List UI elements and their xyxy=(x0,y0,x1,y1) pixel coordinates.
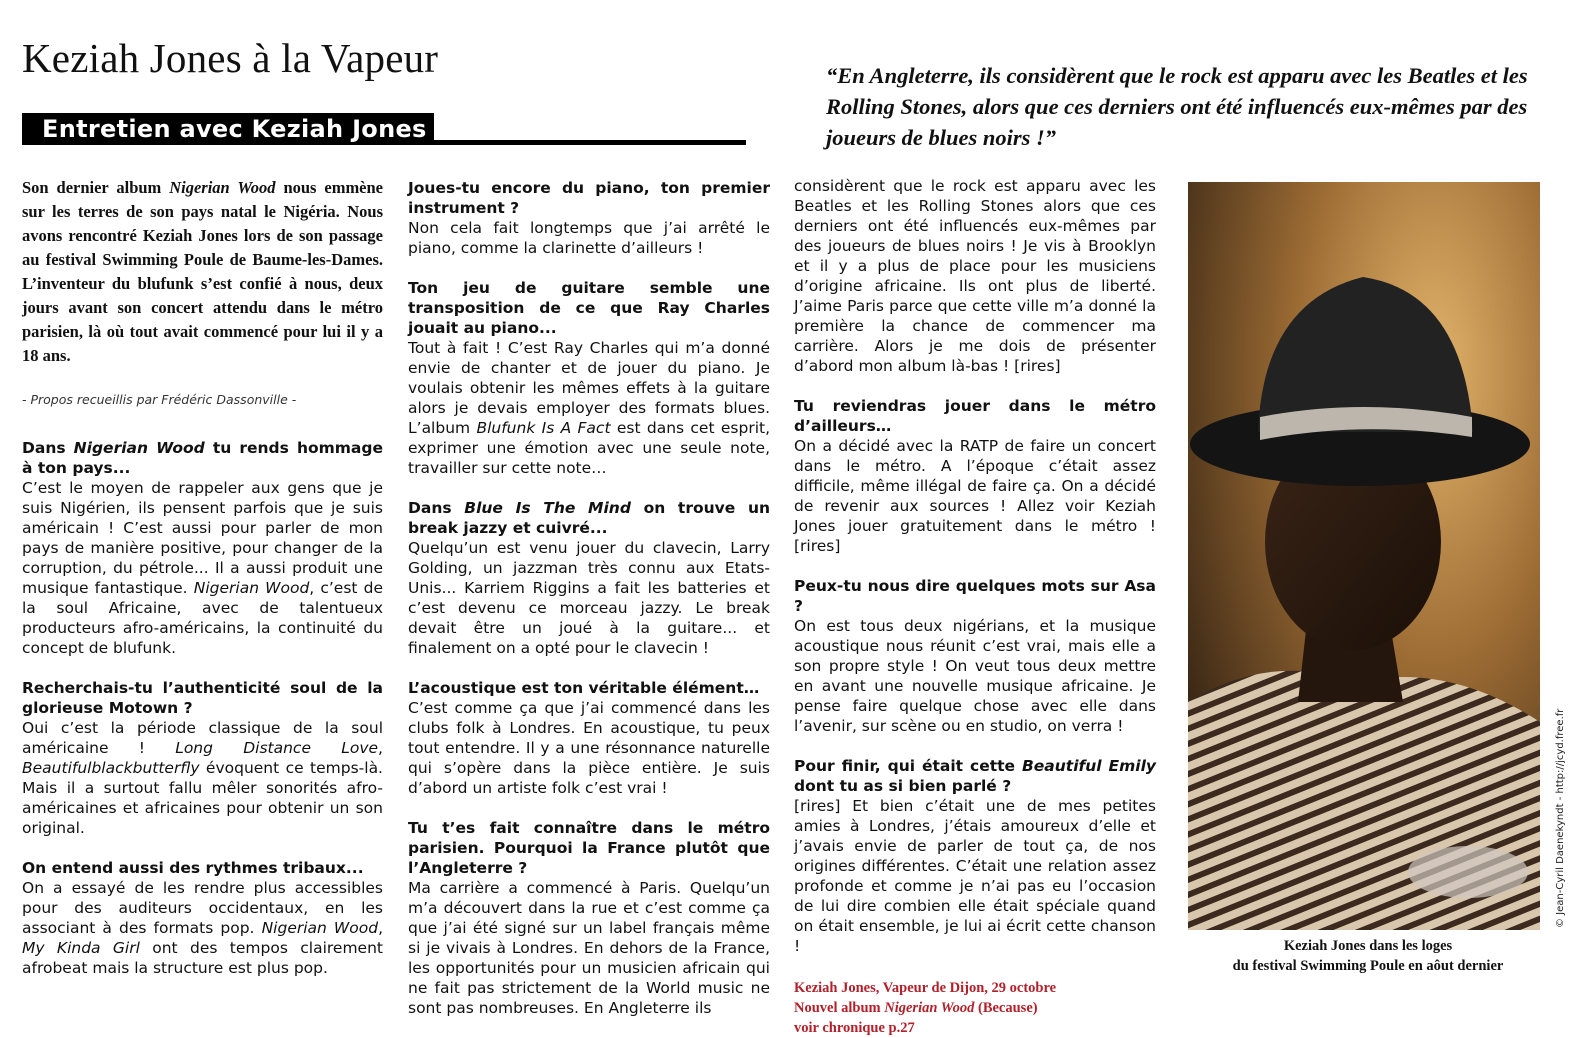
artist-photo-illustration xyxy=(1188,182,1540,930)
answer-3-sep: , xyxy=(378,919,383,937)
answer-1-text-a: C’est le moyen de rappeler aux gens que je suis Nigérien, ils pensent parfois que je suis américain ! C’est aussi pour parler de mon pays de manière positive, pour changer de la corruption, du pétrole... Il a aussi produit une musique fantastique. xyxy=(22,479,383,597)
answer-2 xyxy=(22,718,383,838)
answer-1-text-b: , c’est de la soul Africaine, avec de talentueux producteurs afro-américains, la continuité du concept de blufunk. xyxy=(22,579,384,657)
interview-credit: - Propos recueillis par Frédéric Dassonville - xyxy=(22,392,297,407)
question-3: On entend aussi des rythmes tribaux... xyxy=(22,859,364,877)
question-2: Recherchais-tu l’authenticité soul de la glorieuse Motown ? xyxy=(22,679,383,717)
answer-6: Quelqu’un est venu jouer du clavecin, Larry Golding, un jazzman très connu aux Etats-Unis... Karriem Riggins a fait les batteries et c’est devenu ce morceau jazzy. Le break devait être un joué à la guitare... et finalement on a opté pour le clavecin ! xyxy=(408,539,770,657)
question-4: Joues-tu encore du piano, ton premier instrument ? xyxy=(408,179,770,217)
subhead-bar xyxy=(22,113,746,145)
answer-10: On est tous deux nigérians, et la musique acoustique nous réunit c’est vrai, mais elle a son propre style ! On veut tous deux mettre en avant une nouvelle musique africaine. Je pense faire quelque chose avec elle dans l’avenir, sur scène ou en studio, on verra ! xyxy=(794,617,1156,735)
concert-info-album: Nigerian Wood xyxy=(884,1000,975,1016)
question-6 xyxy=(408,498,770,538)
intro-text-2: nous emmène sur les terres de son pays natal le Nigéria. Nous avons rencontré Keziah Jones lors de son passage au festival Swimming Poule de Baume-les-Dames. L’inventeur du blufunk s’est confié à nous, deux jours avant son concert attendu dans le métro parisien, là où tout avait commencé pour lui il y a 18 ans. xyxy=(22,178,384,365)
answer-7: C’est comme ça que j’ai commencé dans les clubs folk à Londres. En acoustique, tu peux tout entendre. Il y a une résonnance naturelle qui s’opère dans la pièce entière. Je suis d’abord un artiste folk c’est vrai ! xyxy=(408,699,770,797)
intro-text-1: Son dernier album xyxy=(22,178,170,197)
answer-8: Ma carrière a commencé à Paris. Quelqu’un m’a découvert dans la rue et c’est comme ça que j’ai été signé sur un label français même si je vivais à Londres. En dehors de la France, les opportunités pour un musicien africain qui ne fait pas strictement de la World music ne sont pas nombreuses. En Angleterre ils xyxy=(408,879,770,1017)
answer-5-text-a: Tout à fait ! C’est Ray Charles qui m’a donné envie de chanter et de jouer du piano. Je voulais obtenir les mêmes effets à la guitare alors je devais employer des formats blues. L’album xyxy=(408,339,770,437)
pull-quote: “En Angleterre, ils considèrent que le rock est apparu avec les Beatles et les Rolling Stones, alors que ces derniers ont été influencés eux-mêmes par des joueurs de blues noirs !” xyxy=(826,63,1528,150)
column-3 xyxy=(794,176,1156,1038)
concert-info xyxy=(794,978,1156,1038)
concert-info-line-3: voir chronique p.27 xyxy=(794,1020,915,1036)
photo-caption-line-2: du festival Swimming Poule en aôut dernier xyxy=(1232,958,1504,974)
photo-caption-line-1: Keziah Jones dans les loges xyxy=(1283,938,1453,954)
question-11-song: Beautiful Emily xyxy=(1021,757,1156,775)
question-11 xyxy=(794,756,1156,796)
concert-info-line-2a: Nouvel album xyxy=(794,1000,885,1016)
answer-5 xyxy=(408,338,770,478)
answer-2-sep: , xyxy=(378,739,383,757)
question-7: L’acoustique est ton véritable élément… xyxy=(408,679,760,697)
answer-3-song-2: My Kinda Girl xyxy=(22,939,140,957)
column-1 xyxy=(22,176,383,978)
answer-3-text-a: On a essayé de les rendre plus accessibles pour des auditeurs occidentaux, en les associant à des formats pop. xyxy=(22,879,383,937)
intro-paragraph xyxy=(22,176,383,368)
answer-1-album: Nigerian Wood xyxy=(193,579,310,597)
answer-3 xyxy=(22,878,383,978)
question-10: Peux-tu nous dire quelques mots sur Asa ? xyxy=(794,577,1156,615)
answer-2-song-1: Long Distance Love xyxy=(175,739,379,757)
question-8: Tu t’es fait connaître dans le métro parisien. Pourquoi la France plutôt que l’Angleterre ? xyxy=(408,819,770,877)
answer-5-album: Blufunk Is A Fact xyxy=(476,419,611,437)
answer-1 xyxy=(22,478,383,658)
photo-credit-text: © Jean-Cyril Daenekyndt - http://jcyd.free.fr xyxy=(1555,708,1566,928)
question-1-text-b: tu rends hommage à ton pays... xyxy=(22,439,384,477)
answer-4: Non cela fait longtemps que j’ai arrêté le piano, comme la clarinette d’ailleurs ! xyxy=(408,219,770,257)
answer-3-text-c: ont des tempos clairement afrobeat mais la structure est plus pop. xyxy=(22,939,383,977)
answer-8-continued: considèrent que le rock est apparu avec les Beatles et les Rolling Stones alors que ces derniers ont été influencés eux-mêmes par des joueurs de blues noirs ! Je vis à Brooklyn et il y a plus de place pour les musiciens d’origine africaine. Ils ont plus de liberté. J’aime Paris parce que cette ville m’a donné la première la chance de commencer ma carrière. Alors je me dois de présenter d’abord mon album là-bas ! [rires] xyxy=(794,177,1156,375)
answer-2-text-a: Oui c’est la période classique de la soul américaine ! xyxy=(22,719,383,757)
question-11-text-b: dont tu as si bien parlé ? xyxy=(794,777,1012,795)
subhead: Entretien avec Keziah Jones xyxy=(22,113,434,145)
artist-photo xyxy=(1188,182,1540,930)
question-6-text-a: Dans xyxy=(408,499,465,517)
question-1-text-a: Dans xyxy=(22,439,74,457)
question-6-song: Blue Is The Mind xyxy=(464,499,631,517)
answer-5-text-b: est dans cet esprit, exprimer une émotion avec une seule note, travailler sur cette note… xyxy=(408,419,771,477)
answer-2-text-c: évoquent ce temps-là. Mais il a surtout fallu mêler sonorités afro-américaines et africaines pour obtenir un son original. xyxy=(22,759,383,837)
question-1-album: Nigerian Wood xyxy=(73,439,205,457)
concert-info-line-2b: (Because) xyxy=(974,1000,1038,1016)
question-6-text-b: on trouve un break jazzy et cuivré... xyxy=(408,499,771,537)
answer-3-song-1: Nigerian Wood xyxy=(261,919,379,937)
answer-9: On a décidé avec la RATP de faire un concert dans le métro. A l’époque c’était assez difficile, même illégal de faire ça. On a décidé de revenir aux sources ! Allez voir Keziah Jones jouer gratuitement dans le métro ! [rires] xyxy=(794,437,1156,555)
photo-credit xyxy=(1543,688,1566,928)
answer-11: [rires] Et bien c’était une de mes petites amies à Londres, j’étais amoureux d’elle et j’avais envie de parler de tout ça, de nos origines différentes. C’était une relation assez profonde et comme je n’ai pas eu l’occasion de lui dire combien elle était spéciale quand on était ensemble, je lui ai écrit cette chanson ! xyxy=(794,797,1156,955)
question-1 xyxy=(22,438,383,478)
subhead-rule xyxy=(434,140,746,145)
intro-album-title: Nigerian Wood xyxy=(169,178,276,197)
answer-2-song-2: Beautifulblackbutterfly xyxy=(22,759,200,777)
question-9: Tu reviendras jouer dans le métro d’ailleurs… xyxy=(794,397,1156,435)
photo-caption xyxy=(1188,936,1548,976)
question-5: Ton jeu de guitare semble une transposition de ce que Ray Charles jouait au piano... xyxy=(408,279,770,337)
article-title: Keziah Jones à la Vapeur xyxy=(22,35,439,81)
column-2 xyxy=(408,178,770,1018)
question-11-text-a: Pour finir, qui était cette xyxy=(794,757,1022,775)
concert-info-line-1: Keziah Jones, Vapeur de Dijon, 29 octobre xyxy=(794,980,1057,996)
